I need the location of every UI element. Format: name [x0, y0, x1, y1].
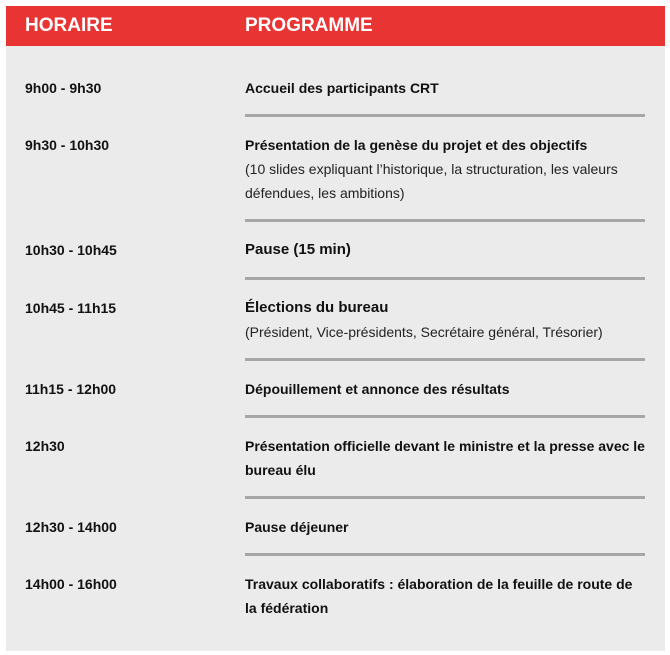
- row-title: Élections du bureau: [245, 299, 389, 316]
- row-divider: [245, 415, 645, 418]
- row-time: 11h15 - 12h00: [25, 381, 117, 397]
- row-title: Pause (15 min): [245, 241, 351, 258]
- row-description: (10 slides expliquant l’historique, la structuration, les valeurs défendues, les ambitions): [245, 161, 618, 201]
- row-divider: [245, 219, 645, 222]
- row-content: [245, 238, 647, 262]
- row-content: [245, 572, 647, 620]
- row-divider: [245, 277, 645, 280]
- row-content: [245, 515, 647, 539]
- row-title: Accueil des participants CRT: [245, 80, 439, 96]
- row-description: (Président, Vice-présidents, Secrétaire général, Trésorier): [245, 324, 603, 340]
- row-time: 14h00 - 16h00: [25, 576, 117, 592]
- table-header: [6, 6, 665, 46]
- row-time: 10h45 - 11h15: [25, 300, 117, 316]
- row-time: 9h00 - 9h30: [25, 80, 102, 96]
- row-divider: [245, 553, 645, 556]
- row-divider: [245, 358, 645, 361]
- row-time: 12h30: [25, 438, 65, 454]
- row-time: 12h30 - 14h00: [25, 519, 117, 535]
- row-content: [245, 377, 647, 401]
- row-content: [245, 296, 647, 344]
- row-divider: [245, 114, 645, 117]
- row-title: Travaux collaboratifs : élaboration de la feuille de route de la fédération: [245, 576, 633, 616]
- row-content: [245, 434, 647, 482]
- row-title: Présentation officielle devant le ministre et la presse avec le bureau élu: [245, 438, 645, 478]
- header-program: PROGRAMME: [245, 15, 373, 36]
- row-time: 9h30 - 10h30: [25, 137, 110, 153]
- row-divider: [245, 496, 645, 499]
- row-time: 10h30 - 10h45: [25, 242, 117, 258]
- row-title: Pause déjeuner: [245, 519, 349, 535]
- schedule-table: [6, 6, 665, 651]
- row-title: Dépouillement et annonce des résultats: [245, 381, 510, 397]
- row-title: Présentation de la genèse du projet et des objectifs: [245, 137, 588, 153]
- row-content: [245, 76, 647, 100]
- header-time: HORAIRE: [25, 15, 113, 36]
- row-content: [245, 133, 647, 205]
